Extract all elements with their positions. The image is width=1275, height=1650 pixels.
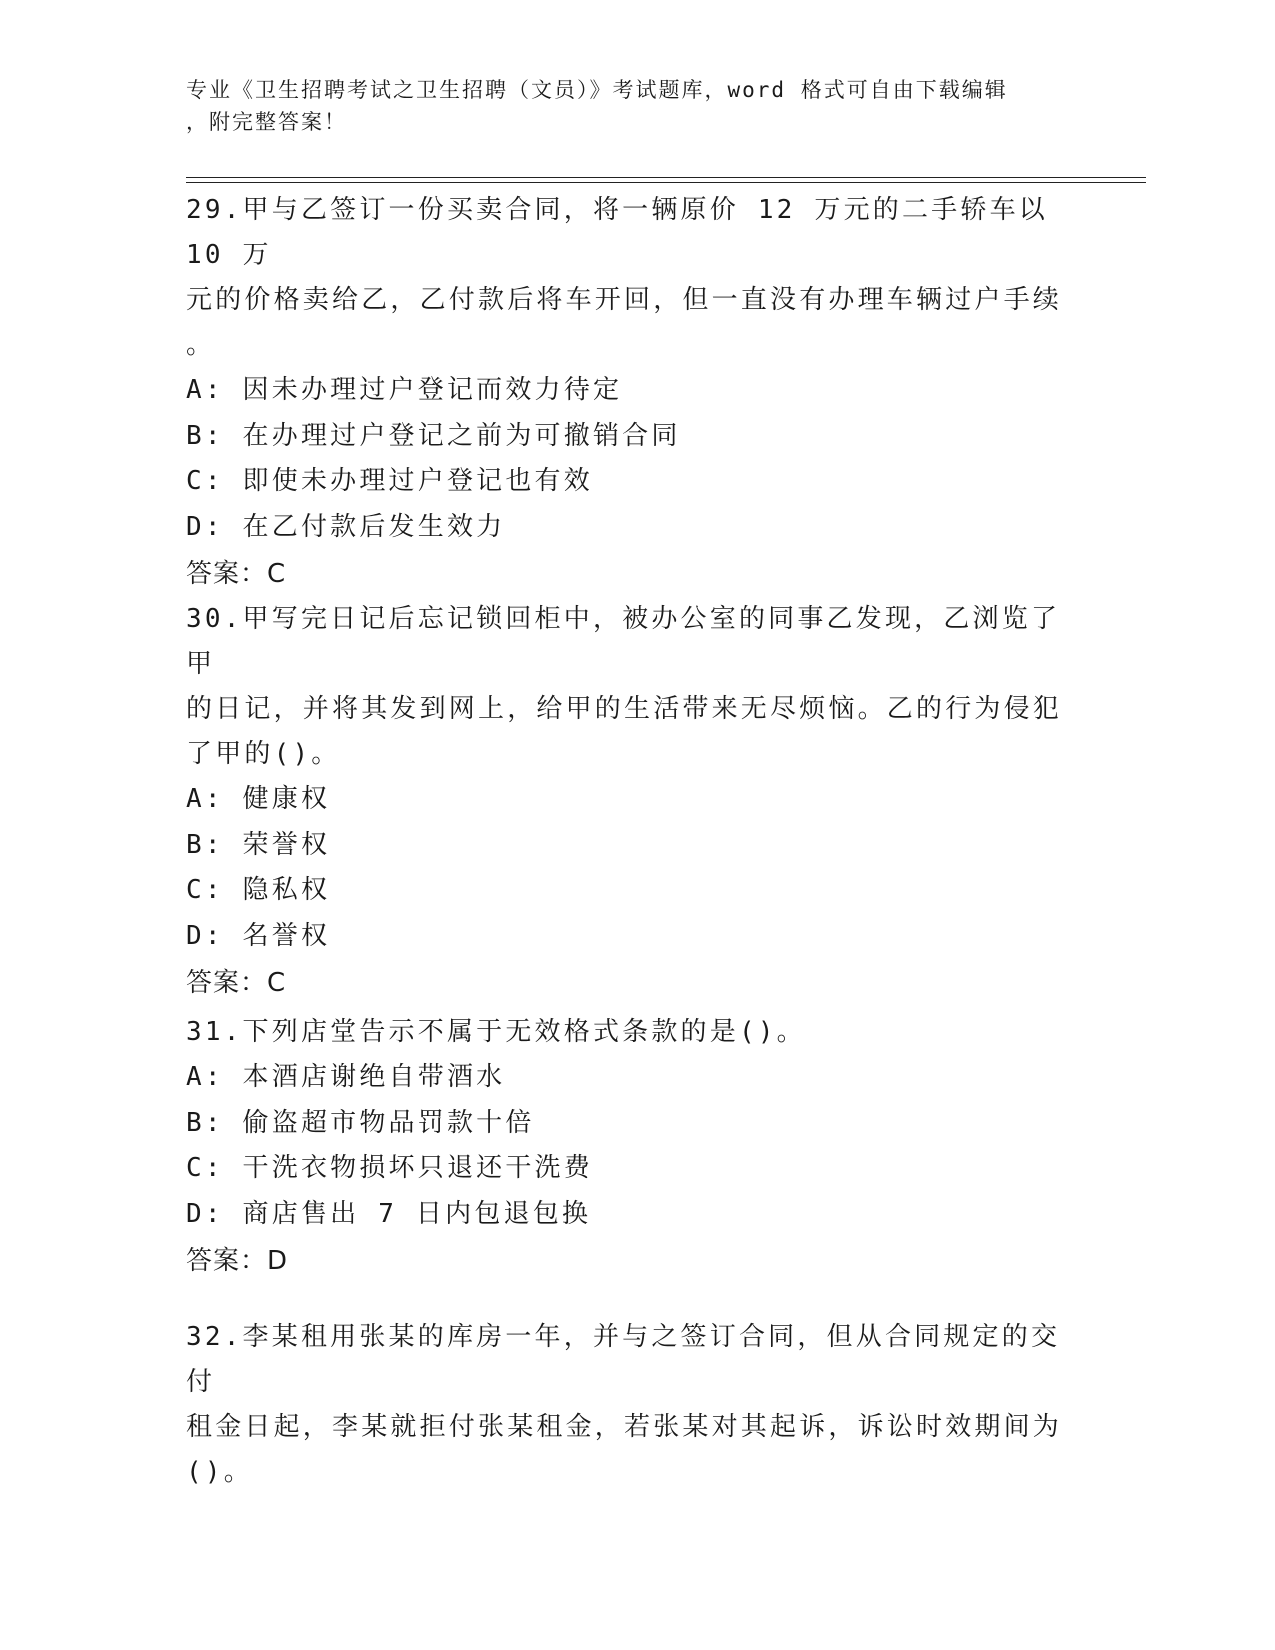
question-stem <box>186 1010 1066 1055</box>
stem-line: ()。 <box>186 1457 253 1487</box>
option-c: C: 干洗衣物损坏只退还干洗费 <box>186 1153 593 1183</box>
header-divider <box>186 182 1146 183</box>
stem-line: 30.甲写完日记后忘记锁回柜中，被办公室的同事乙发现，乙浏览了甲 <box>186 604 1061 679</box>
stem-line: 31.下列店堂告示不属于无效格式条款的是()。 <box>186 1017 806 1047</box>
option-c: C: 隐私权 <box>186 875 331 905</box>
document-header <box>186 74 1066 138</box>
option-d: D: 名誉权 <box>186 920 331 951</box>
question-30 <box>186 597 1066 1006</box>
option-a: A: 因未办理过户登记而效力待定 <box>186 375 623 405</box>
question-32 <box>186 1315 1066 1495</box>
option-b: B: 在办理过户登记之前为可撤销合同 <box>186 420 681 451</box>
option-a: A: 健康权 <box>186 784 331 814</box>
question-stem <box>186 597 1066 777</box>
question-stem <box>186 188 1066 368</box>
option-d: D: 商店售出 7 日内包退包换 <box>186 1198 592 1229</box>
header-line: ，附完整答案！ <box>186 110 347 134</box>
option-d: D: 在乙付款后发生效力 <box>186 511 506 542</box>
question-29 <box>186 188 1066 597</box>
option-a: A: 本酒店谢绝自带酒水 <box>186 1062 506 1092</box>
header-divider <box>186 177 1146 178</box>
question-stem <box>186 1315 1066 1495</box>
stem-line: 的日记，并将其发到网上，给甲的生活带来无尽烦恼。乙的行为侵犯 <box>186 694 1063 724</box>
answer: 答案：C <box>186 559 287 589</box>
stem-line: 了甲的()。 <box>186 739 341 769</box>
option-c: C: 即使未办理过户登记也有效 <box>186 466 593 496</box>
option-b: B: 偷盗超市物品罚款十倍 <box>186 1107 535 1138</box>
stem-line: 32.李某租用张某的库房一年，并与之签订合同，但从合同规定的交付 <box>186 1322 1061 1397</box>
stem-line: 租金日起，李某就拒付张某租金，若张某对其起诉，诉讼时效期间为 <box>186 1412 1063 1442</box>
stem-line: 。 <box>186 330 216 360</box>
header-line: 专业《卫生招聘考试之卫生招聘（文员）》考试题库，word 格式可自由下载编辑 <box>186 78 1008 102</box>
question-31 <box>186 1010 1066 1284</box>
answer: 答案：D <box>186 1246 289 1276</box>
answer: 答案：C <box>186 968 287 998</box>
stem-line: 元的价格卖给乙，乙付款后将车开回，但一直没有办理车辆过户手续 <box>186 285 1063 315</box>
stem-line: 29.甲与乙签订一份买卖合同，将一辆原价 12 万元的二手轿车以 10 万 <box>186 195 1048 270</box>
option-b: B: 荣誉权 <box>186 829 331 860</box>
